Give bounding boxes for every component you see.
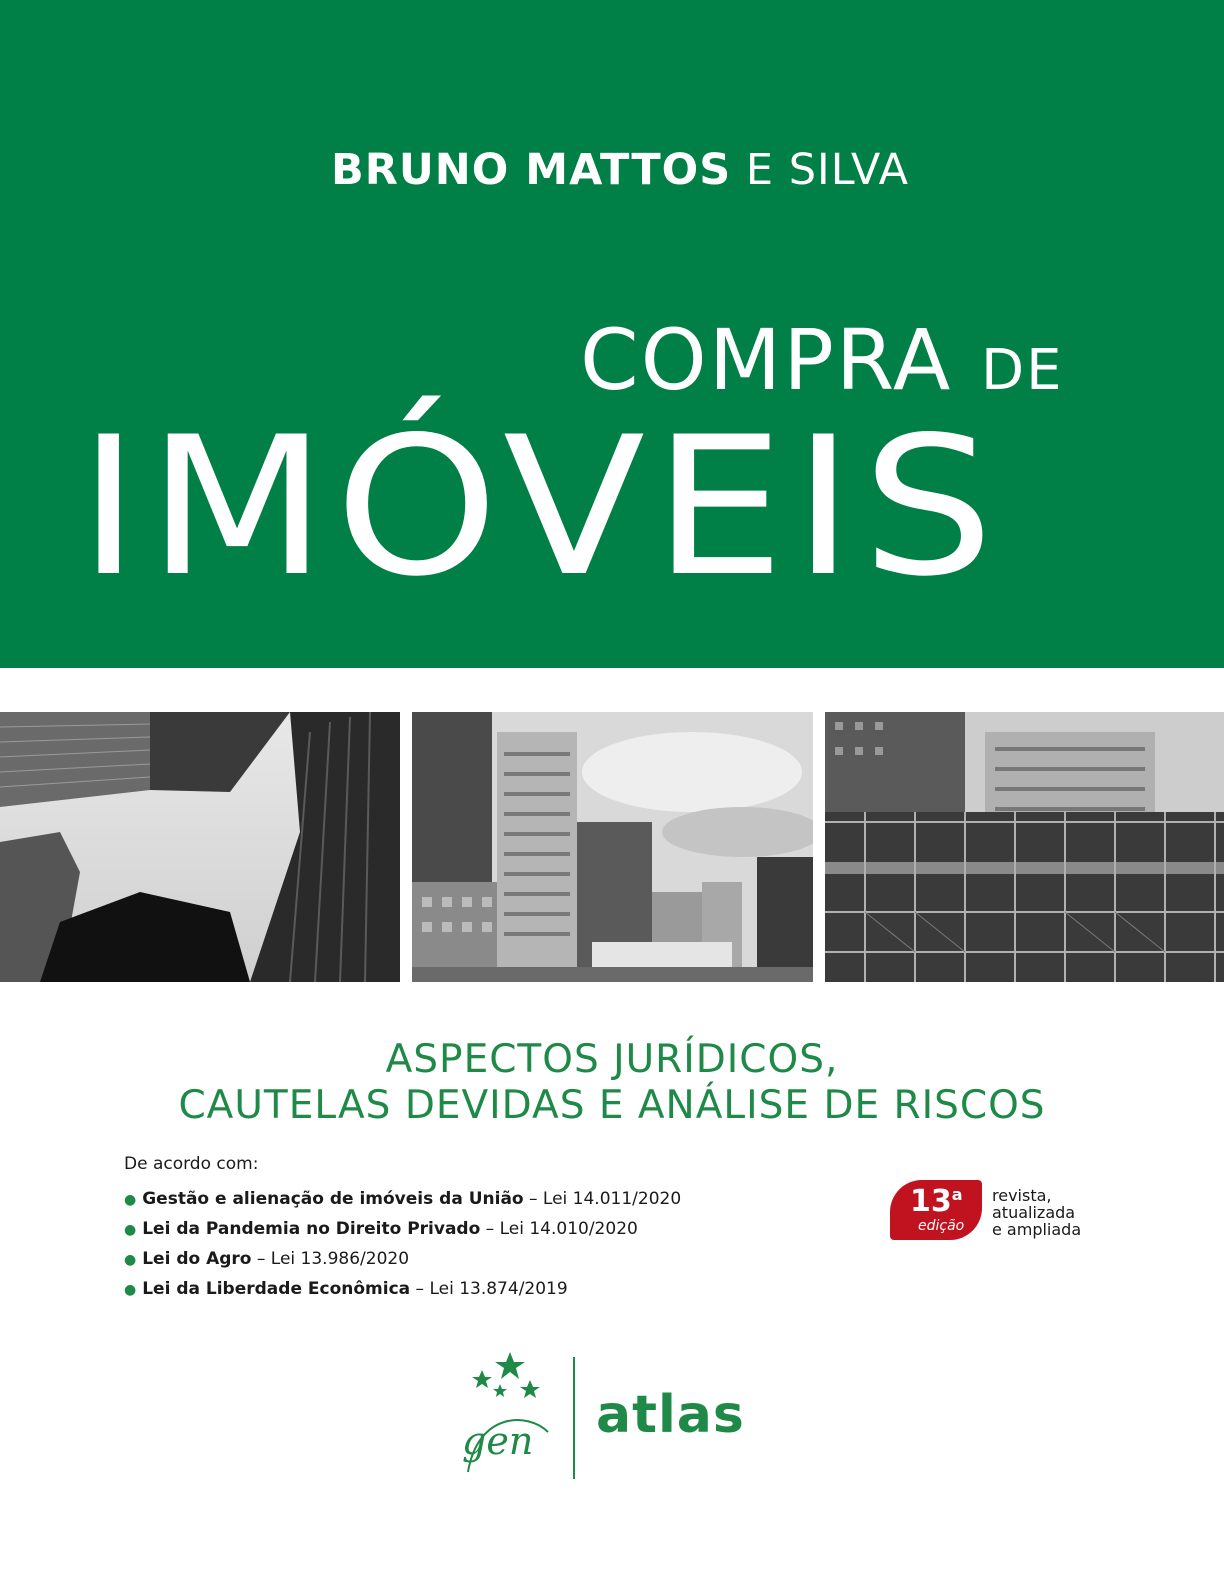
law-name: Gestão e alienação de imóveis da União (142, 1189, 524, 1209)
title-line-2: IMÓVEIS (78, 396, 1002, 619)
edition-ordinal: a (951, 1185, 963, 1204)
law-number: – Lei 14.011/2020 (523, 1189, 682, 1209)
bullet-icon: ● (124, 1252, 137, 1268)
law-number: – Lei 13.986/2020 (251, 1249, 410, 1269)
author-name (8, 145, 1224, 195)
gen-logo-text: gen (462, 1419, 534, 1463)
accordance-intro: De acordo com: (124, 1154, 259, 1174)
edition-badge (890, 1180, 982, 1240)
atlas-logo: atlas (596, 1385, 745, 1445)
title-word-de: DE (981, 338, 1064, 403)
subtitle-line-1: ASPECTOS JURÍDICOS, (385, 1037, 839, 1082)
subtitle-line-2: CAUTELAS DEVIDAS E ANÁLISE DE RISCOS (178, 1083, 1046, 1128)
edition-number: 13$^a$ (910, 1184, 963, 1219)
law-name: Lei da Pandemia no Direito Privado (142, 1219, 481, 1239)
photo-skyscrapers (0, 712, 400, 982)
author-last-name: E SILVA (745, 145, 910, 195)
bullet-icon: ● (124, 1192, 137, 1208)
edition-note-line: e ampliada (992, 1220, 1082, 1239)
title-line-1 (580, 311, 1064, 409)
edition-note-line: atualizada (992, 1203, 1076, 1222)
law-name: Lei do Agro (142, 1249, 252, 1269)
list-item (124, 1214, 681, 1244)
bullet-icon: ● (124, 1222, 137, 1238)
publisher-divider (573, 1357, 575, 1479)
edition-note-line: revista, (992, 1186, 1052, 1205)
list-item (124, 1184, 681, 1214)
list-item (124, 1274, 681, 1304)
law-number: – Lei 13.874/2019 (410, 1279, 568, 1299)
list-item (124, 1244, 681, 1274)
subtitle (0, 1037, 1224, 1129)
photo-construction-site (825, 712, 1224, 982)
author-first-name: BRUNO MATTOS (330, 145, 732, 195)
edition-word: edição (918, 1218, 965, 1234)
title-word-compra: COMPRA (580, 311, 953, 409)
law-number: – Lei 14.010/2020 (480, 1219, 638, 1239)
accordance-list (124, 1184, 681, 1304)
bullet-icon: ● (124, 1282, 137, 1298)
star-icon (472, 1352, 540, 1398)
photo-city-skyline (412, 712, 813, 982)
law-name: Lei da Liberdade Econômica (142, 1279, 411, 1299)
edition-note (992, 1187, 1081, 1238)
